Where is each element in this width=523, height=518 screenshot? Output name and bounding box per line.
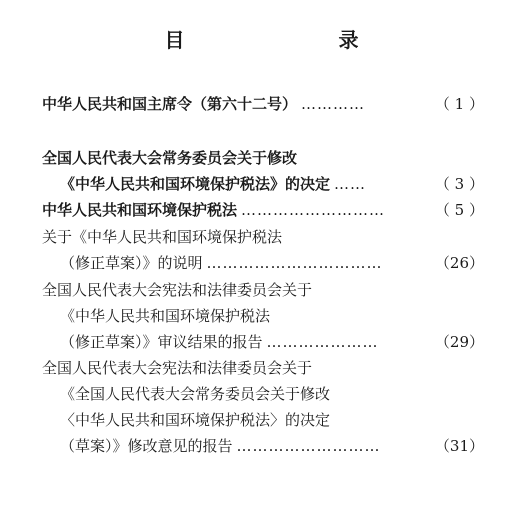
toc-page-number: （26） bbox=[434, 254, 484, 272]
toc-entry-line bbox=[42, 227, 282, 247]
toc-entry-line bbox=[42, 148, 297, 168]
toc-entry-title-cont: 《中华人民共和国环境保护税法 bbox=[60, 307, 271, 325]
toc-entry-line bbox=[42, 280, 312, 300]
toc-entry-line bbox=[60, 436, 484, 456]
toc-page-number: （29） bbox=[434, 333, 484, 351]
toc-entry-title: 中华人民共和国主席令（第六十二号） bbox=[42, 95, 298, 113]
toc-entry-title: 关于《中华人民共和国环境保护税法 bbox=[42, 228, 283, 246]
toc-entry-line bbox=[60, 174, 484, 194]
dot-leader: …… bbox=[334, 175, 367, 193]
toc-page-number: （ 5 ） bbox=[434, 201, 484, 219]
toc-entry-line bbox=[60, 384, 330, 404]
dot-leader: …………………………… bbox=[206, 254, 383, 272]
toc-entry-title-cont: （修正草案）》审议结果的报告 bbox=[60, 333, 263, 351]
toc-entry-line bbox=[42, 94, 484, 114]
toc-entry-title-cont: 《全国人民代表大会常务委员会关于修改 bbox=[60, 385, 331, 403]
toc-page-number: （ 1 ） bbox=[434, 95, 484, 113]
toc-entry-line bbox=[42, 200, 484, 220]
toc-entry-line bbox=[60, 253, 484, 273]
toc-entry-title-cont: 《中华人民共和国环境保护税法》的决定 bbox=[60, 175, 331, 193]
dot-leader: ……………………… bbox=[236, 437, 381, 455]
toc-entry-line bbox=[60, 332, 484, 352]
toc-page-number: （ 3 ） bbox=[434, 175, 484, 193]
toc-entry-title-cont: 〈中华人民共和国环境保护税法〉的决定 bbox=[60, 411, 331, 429]
toc-entry-title-cont: （草案）》修改意见的报告 bbox=[60, 437, 233, 455]
toc-entry-title-cont: （修正草案）》的说明 bbox=[60, 254, 203, 272]
dot-leader: ………… bbox=[301, 95, 366, 113]
toc-entry-title: 中华人民共和国环境保护税法 bbox=[42, 201, 238, 219]
toc-entry-line bbox=[42, 358, 312, 378]
page-title: 目 录 bbox=[164, 28, 397, 52]
toc-page-number: （31） bbox=[434, 437, 484, 455]
dot-leader: ………………… bbox=[266, 333, 379, 351]
dot-leader: ……………………… bbox=[241, 201, 386, 219]
toc-entry-title: 全国人民代表大会宪法和法律委员会关于 bbox=[42, 281, 313, 299]
toc-entry-line bbox=[60, 306, 270, 326]
toc-entry-title: 全国人民代表大会宪法和法律委员会关于 bbox=[42, 359, 313, 377]
toc-entry-title: 全国人民代表大会常务委员会关于修改 bbox=[42, 149, 298, 167]
toc-entry-line bbox=[60, 410, 330, 430]
